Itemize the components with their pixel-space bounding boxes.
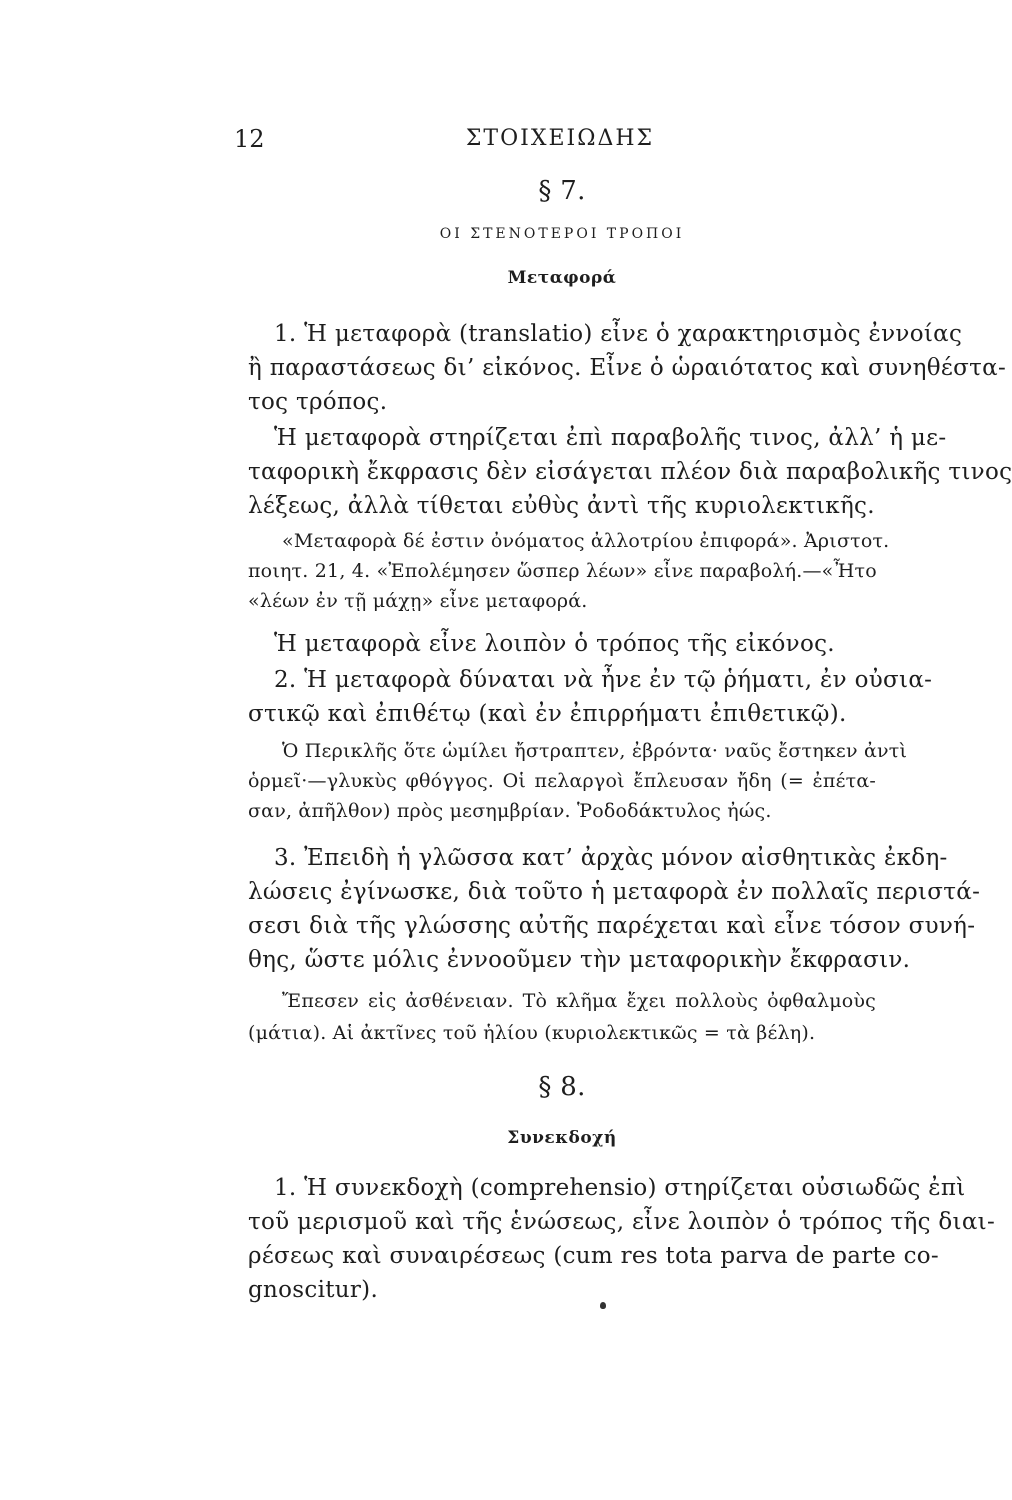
example-2-line: ὁρμεῖ·—γλυκὺς φθόγγος. Οἱ πελαργοὶ ἔπλευσαν ἤδη (= ἐπέτα- <box>248 770 876 792</box>
running-title: ΣΤΟΙΧΕΙΩΔΗΣ <box>465 126 655 151</box>
point-3-line: λώσεις ἐγίνωσκε, διὰ τοῦτο ἡ μεταφορὰ ἐν πολλαῖς περιστά- <box>248 879 981 905</box>
section-8-subheading: Συνεκδοχή <box>507 1128 617 1148</box>
point-2-line: 2. Ἡ μεταφορὰ δύναται νὰ ἦνε ἐν τῷ ῥήματι, ἐν οὐσια- <box>274 667 933 693</box>
point-3-line: θης, ὥστε μόλις ἐννοοῦμεν τὴν μεταφορικὴν ἔκφρασιν. <box>248 947 911 973</box>
point-3-line: σεσι διὰ τῆς γλώσσης αὐτῆς παρέχεται καὶ εἶνε τόσον συνή- <box>248 913 976 939</box>
paragraph-line: 1. Ἡ μεταφορὰ (translatio) εἶνε ὁ χαρακτηρισμὸς ἐννοίας <box>274 321 963 347</box>
quote-line: «λέων ἐν τῇ μάχῃ» εἶνε μεταφορά. <box>248 590 588 612</box>
quote-line: «Μεταφορὰ δέ ἐστιν ὀνόματος ἀλλοτρίου ἐπιφορά». Ἀριστοτ. <box>282 530 890 552</box>
paragraph-line: τος τρόπος. <box>248 389 388 415</box>
paragraph-line: Ἡ μεταφορὰ στηρίζεται ἐπὶ παραβολῆς τινος, ἀλλ’ ἡ με- <box>274 425 947 451</box>
section-7-subheading: Μεταφορά <box>507 268 617 288</box>
section-7-heading: ΟΙ ΣΤΕΝΟΤΕΡΟΙ ΤΡΟΠΟΙ <box>439 226 685 242</box>
point-2-line: στικῷ καὶ ἐπιθέτῳ (καὶ ἐν ἐπιρρήματι ἐπιθετικῷ). <box>248 701 847 727</box>
example-2-line: σαν, ἀπῆλθον) πρὸς μεσημβρίαν. Ῥοδοδάκτυλος ἠώς. <box>248 800 772 822</box>
paragraph-line: gnoscitur). <box>248 1277 379 1303</box>
paragraph-line: ἢ παραστάσεως δι’ εἰκόνος. Εἶνε ὁ ὡραιότατος καὶ συνηθέστα- <box>248 355 1007 381</box>
quote-line: ποιητ. 21, 4. «Ἐπολέμησεν ὥσπερ λέων» εἶνε παραβολή.—«Ἦτο <box>248 560 877 582</box>
example-2-line: Ὁ Περικλῆς ὅτε ὡμίλει ἤστραπτεν, ἐβρόντα· ναῦς ἔστηκεν ἀντὶ <box>282 740 908 762</box>
point-3-line: 3. Ἐπειδὴ ἡ γλῶσσα κατ’ ἀρχὰς μόνον αἰσθητικὰς ἐκδη- <box>274 845 948 871</box>
section-7-mark: § 7. <box>538 176 586 206</box>
section-8-mark: § 8. <box>538 1072 586 1102</box>
example-3-line: (μάτια). Αἱ ἀκτῖνες τοῦ ἡλίου (κυριολεκτικῶς = τὰ βέλη). <box>248 1022 816 1044</box>
paragraph-line: ρέσεως καὶ συναιρέσεως (cum res tota parva de parte co- <box>248 1243 940 1269</box>
paragraph-line: 1. Ἡ συνεκδοχὴ (comprehensio) στηρίζεται οὐσιωδῶς ἐπὶ <box>274 1175 966 1201</box>
example-3-line: Ἔπεσεν εἰς ἀσθένειαν. Τὸ κλῆμα ἔχει πολλοὺς ὀφθαλμοὺς <box>282 990 876 1012</box>
paragraph-line: τοῦ μερισμοῦ καὶ τῆς ἑνώσεως, εἶνε λοιπὸν ὁ τρόπος τῆς διαι- <box>248 1209 996 1235</box>
paragraph-line: ταφορικὴ ἔκφρασις δὲν εἰσάγεται πλέον διὰ παραβολικῆς τινος <box>248 459 1012 485</box>
summary-line: Ἡ μεταφορὰ εἶνε λοιπὸν ὁ τρόπος τῆς εἰκόνος. <box>274 631 835 657</box>
page-number: 12 <box>234 125 265 153</box>
ink-dot-mark <box>598 1300 608 1310</box>
paragraph-line: λέξεως, ἀλλὰ τίθεται εὐθὺς ἀντὶ τῆς κυριολεκτικῆς. <box>248 493 875 519</box>
